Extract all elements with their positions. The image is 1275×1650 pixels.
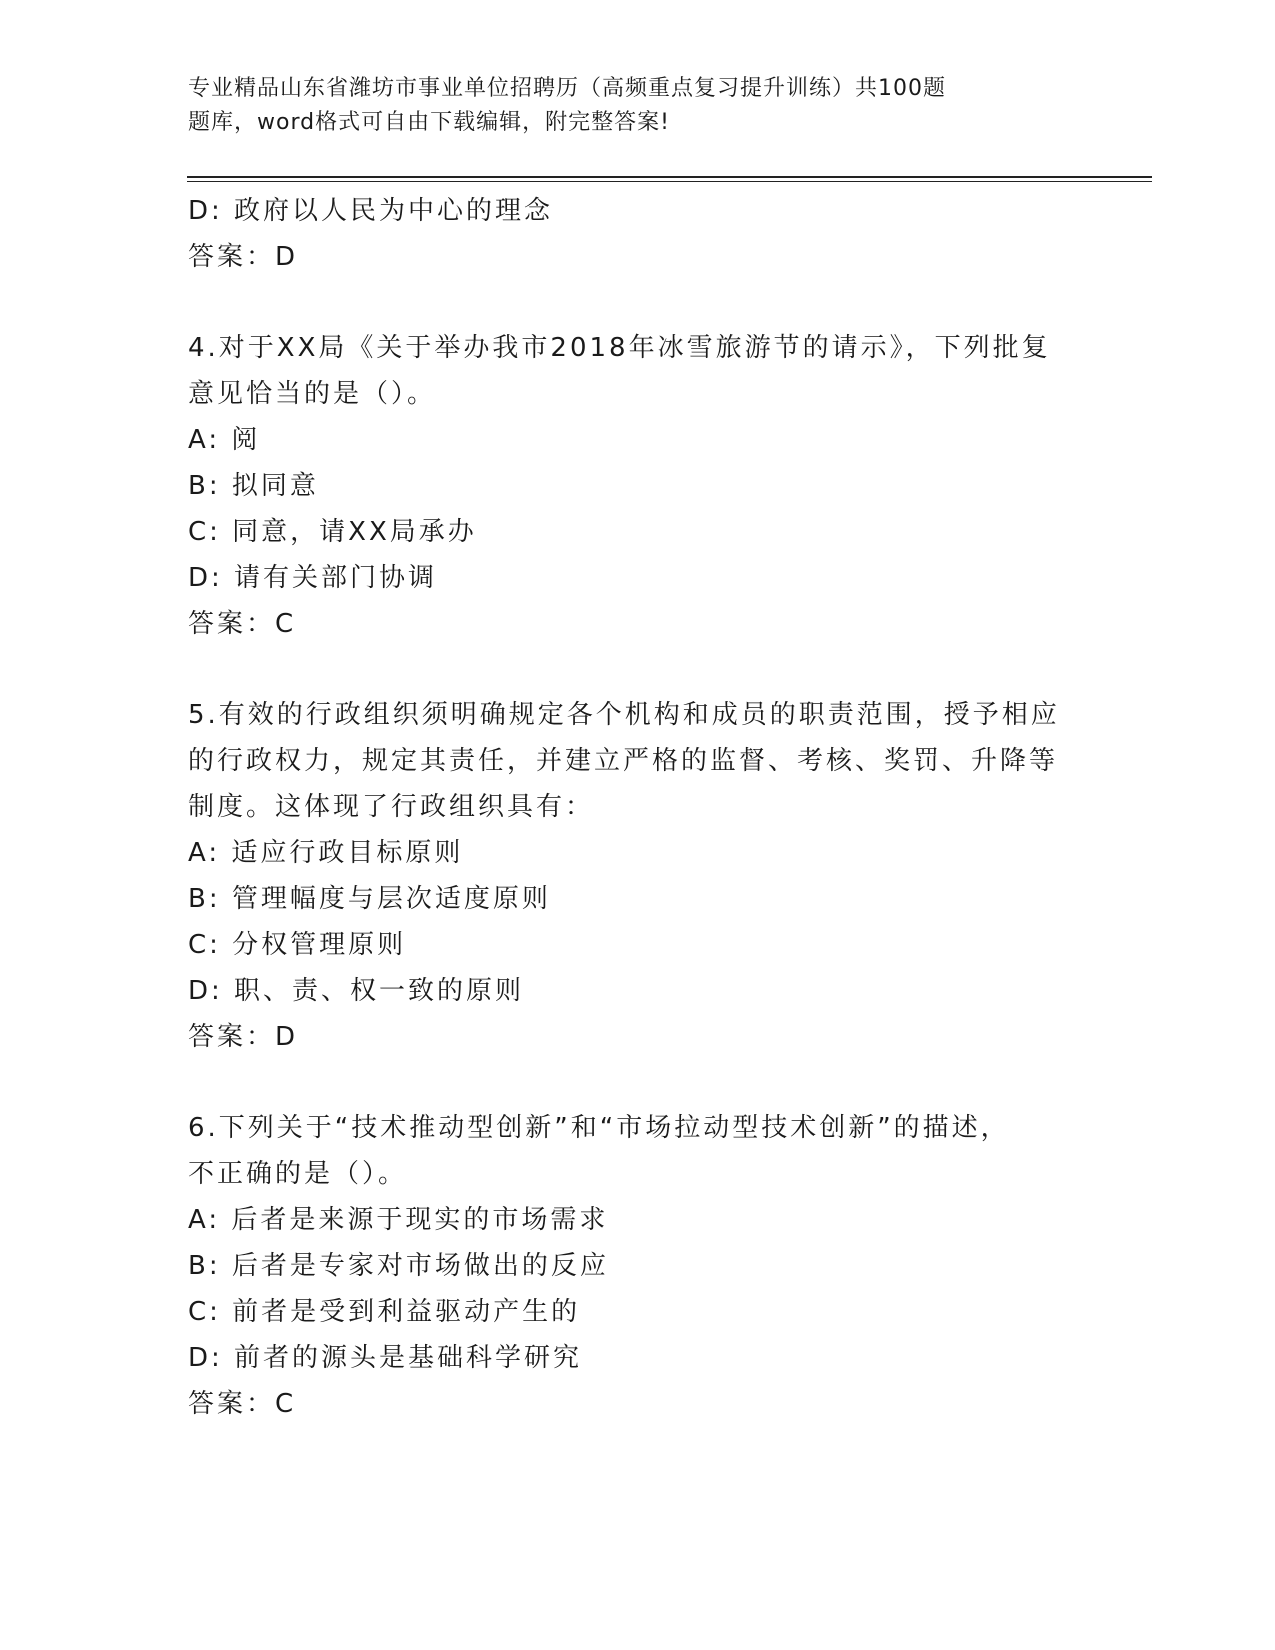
option-b: B: 后者是专家对市场做出的反应 (188, 1251, 609, 1281)
option-a: A: 适应行政目标原则 (188, 838, 464, 868)
question-content (188, 188, 1088, 1427)
spacer (188, 280, 1088, 325)
question-stem-line: 意见恰当的是（）。 (188, 379, 437, 409)
option-b: B: 管理幅度与层次适度原则 (188, 884, 551, 914)
option-b: B: 拟同意 (188, 471, 319, 501)
answer-line: 答案：C (188, 1389, 297, 1419)
document-header (188, 72, 1018, 140)
option-c: C: 前者是受到利益驱动产生的 (188, 1297, 581, 1327)
carryover-block (188, 188, 1088, 280)
header-rule-thin (187, 181, 1152, 182)
option-c: C: 分权管理原则 (188, 930, 407, 960)
option-a: A: 阅 (188, 425, 261, 455)
header-line-2: 题库，word格式可自由下载编辑，附完整答案! (188, 110, 670, 135)
header-line-1: 专业精品山东省潍坊市事业单位招聘历（高频重点复习提升训练）共100题 (188, 76, 946, 101)
question-stem-line: 4.对于XX局《关于举办我市2018年冰雪旅游节的请示》，下列批复 (188, 333, 1051, 363)
question-5 (188, 692, 1088, 1060)
question-stem-line: 制度。这体现了行政组织具有： (188, 792, 595, 822)
question-4 (188, 325, 1088, 647)
question-stem-line: 的行政权力，规定其责任，并建立严格的监督、考核、奖罚、升降等 (188, 746, 1059, 776)
spacer (188, 647, 1088, 692)
option-a: A: 后者是来源于现实的市场需求 (188, 1205, 609, 1235)
question-stem-line: 不正确的是（）。 (188, 1159, 408, 1189)
option-d: D: 政府以人民为中心的理念 (188, 196, 554, 226)
option-c: C: 同意，请XX局承办 (188, 517, 477, 547)
answer-line: 答案：D (188, 242, 299, 272)
question-stem-line: 6.下列关于“技术推动型创新”和“市场拉动型技术创新”的描述， (188, 1113, 1010, 1143)
option-d: D: 请有关部门协调 (188, 563, 438, 593)
option-d: D: 前者的源头是基础科学研究 (188, 1343, 583, 1373)
answer-line: 答案：D (188, 1022, 299, 1052)
answer-line: 答案：C (188, 609, 297, 639)
option-d: D: 职、责、权一致的原则 (188, 976, 525, 1006)
question-6 (188, 1105, 1088, 1427)
header-rule-thick (187, 176, 1152, 178)
spacer (188, 1060, 1088, 1105)
question-stem-line: 5.有效的行政组织须明确规定各个机构和成员的职责范围，授予相应 (188, 700, 1060, 730)
